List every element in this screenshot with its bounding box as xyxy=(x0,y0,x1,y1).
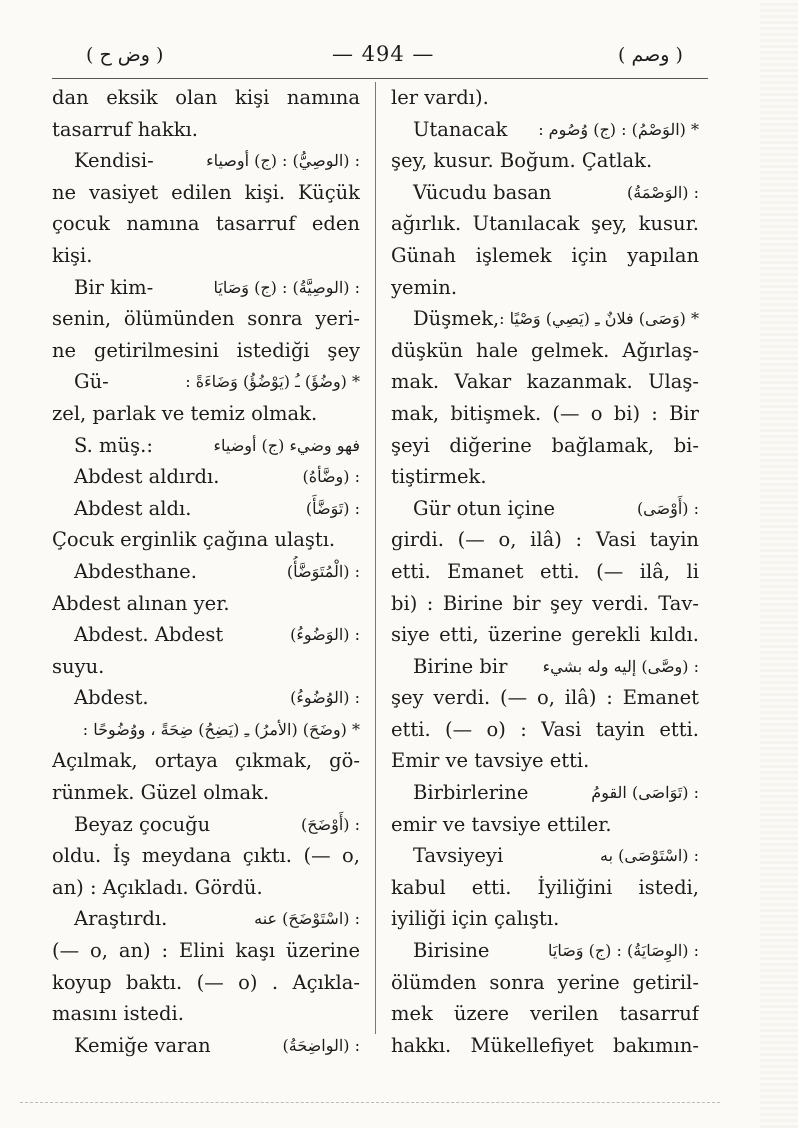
line-text: iyiliği için çalıştı. xyxy=(391,907,560,931)
text-line xyxy=(391,556,699,588)
line-text: Birisine xyxy=(413,939,490,963)
line-text: Gür otun içine xyxy=(413,496,556,520)
header-left-guideword: ( وض ح ) xyxy=(86,44,164,66)
line-text: etti. Emanet etti. (— ilâ, li xyxy=(391,559,699,583)
text-line xyxy=(391,240,699,272)
line-text: Abdest aldı. xyxy=(74,496,192,520)
line-text: koyup baktı. (— o) . Açıkla- xyxy=(52,970,360,994)
text-line xyxy=(52,335,360,367)
line-text: senin, ölümünden sonra yeri- xyxy=(52,307,360,331)
text-line xyxy=(391,1030,699,1062)
line-text: emir ve tavsiye ettiler. xyxy=(391,812,612,836)
arabic-headword: : (اسْتَوْضَحَ) عنه xyxy=(254,909,360,929)
text-line xyxy=(52,556,360,588)
line-text: S. müş.: xyxy=(74,433,153,457)
text-line xyxy=(52,398,360,430)
text-line xyxy=(52,524,360,556)
line-text: Emir ve tavsiye etti. xyxy=(391,749,590,773)
text-line xyxy=(391,840,699,872)
line-text: Gü- xyxy=(74,370,109,394)
line-text: Kemiğe varan xyxy=(74,1033,211,1057)
line-text: dan eksik olan kişi namına xyxy=(52,86,360,109)
line-text: mek üzere verilen tasarruf xyxy=(391,1002,699,1026)
text-line xyxy=(391,619,699,651)
text-line xyxy=(391,114,699,146)
left-column xyxy=(52,82,360,1061)
page-edge-shading xyxy=(760,0,798,1128)
text-line xyxy=(52,935,360,967)
line-text: an) : Açıkladı. Gördü. xyxy=(52,875,263,899)
arabic-headword: * (وَصَى) فلانٌ ـِ (يَصِي) وَصْيًا : xyxy=(499,309,699,329)
column-divider xyxy=(375,82,376,1034)
line-text: Abdest. Abdest xyxy=(74,623,224,647)
arabic-headword: : (الوَصْمَةُ) xyxy=(627,182,699,202)
text-line xyxy=(391,682,699,714)
line-text: düşkün hale gelmek. Ağırlaş- xyxy=(391,338,699,362)
text-line xyxy=(52,967,360,999)
line-text: Düşmek, xyxy=(413,307,500,331)
line-text: Beyaz çocuğu xyxy=(74,812,211,836)
text-line xyxy=(52,840,360,872)
line-text: suyu. xyxy=(52,654,105,678)
text-line xyxy=(391,398,699,430)
line-text: hakkı. Mükellefiyet bakımın- xyxy=(391,1033,699,1057)
line-text: çocuk namına tasarruf eden xyxy=(52,212,360,236)
line-text: Birbirlerine xyxy=(413,781,529,805)
text-line xyxy=(391,588,699,620)
text-line xyxy=(391,461,699,493)
line-text: kabul etti. İyiliğini istedi, xyxy=(391,875,699,899)
arabic-headword: * (الوَصْمُ) : (ج) وُصُوم : xyxy=(538,119,699,139)
arabic-headword: : (الواضِحَةُ) xyxy=(282,1035,360,1055)
text-line xyxy=(52,177,360,209)
line-text: mak. Vakar kazanmak. Ulaş- xyxy=(391,370,699,394)
arabic-headword: : (أَوْضَحَ) xyxy=(300,814,360,834)
header-rule xyxy=(52,78,708,79)
line-text: bi) : Birine bir şey verdi. Tav- xyxy=(391,591,699,615)
arabic-headword: : (الوصِيُّ) : (ج) أوصياء xyxy=(206,151,360,171)
text-line xyxy=(52,1030,360,1062)
text-line xyxy=(391,745,699,777)
line-text: şey, kusur. Boğum. Çatlak. xyxy=(391,149,653,173)
line-text: ne getirilmesini istediği şey xyxy=(52,338,360,362)
text-line xyxy=(391,967,699,999)
text-line xyxy=(52,145,360,177)
text-line xyxy=(391,809,699,841)
text-line xyxy=(391,272,699,304)
line-text: girdi. (— o, ilâ) : Vasi tayin xyxy=(391,528,699,552)
text-line xyxy=(52,240,360,272)
text-line xyxy=(52,430,360,462)
line-text: etti. (— o) : Vasi tayin etti. xyxy=(391,717,699,741)
text-line xyxy=(52,461,360,493)
line-text: mak, bitişmek. (— o bi) : Bir xyxy=(391,401,699,425)
text-line xyxy=(391,651,699,683)
text-line xyxy=(52,493,360,525)
text-line xyxy=(391,998,699,1030)
line-text: kişi. xyxy=(52,243,93,267)
text-line xyxy=(391,714,699,746)
arabic-headword: : (الوُضُوءُ) xyxy=(290,688,360,708)
text-line xyxy=(52,366,360,398)
line-text: şey verdi. (— o, ilâ) : Emanet xyxy=(391,686,699,710)
text-line xyxy=(391,493,699,525)
line-text: Abdest aldırdı. xyxy=(74,465,220,489)
text-line xyxy=(391,872,699,904)
line-text: Birine bir xyxy=(413,654,508,678)
line-text: Açılmak, ortaya çıkmak, gö- xyxy=(52,749,360,773)
line-text: yemin. xyxy=(391,275,458,299)
page-header xyxy=(0,36,798,76)
line-text: siye etti, üzerine gerekli kıldı. xyxy=(391,623,699,647)
text-line xyxy=(52,208,360,240)
line-text: ağırlık. Utanılacak şey, kusur. xyxy=(391,212,699,236)
text-line xyxy=(391,430,699,462)
line-text: zel, parlak ve temiz olmak. xyxy=(52,401,318,425)
text-line xyxy=(391,524,699,556)
text-line xyxy=(52,745,360,777)
line-text: ler vardı). xyxy=(391,86,489,109)
line-text: Abdesthane. xyxy=(74,559,197,583)
line-text: Utanacak xyxy=(413,117,508,141)
line-text: ölümden sonra yerine getiril- xyxy=(391,970,699,994)
text-line xyxy=(52,714,360,746)
arabic-headword: فهو وضيء (ج) أوضياء xyxy=(213,435,360,455)
line-text: Abdest. xyxy=(74,686,149,710)
arabic-headword: : (تَوَاصَى) القومُ xyxy=(591,783,699,803)
arabic-headword: * (وضُؤَ) ـُ (يَوْضُؤُ) وَضَاءَةً : xyxy=(185,372,360,392)
text-line xyxy=(391,82,699,114)
text-line xyxy=(52,872,360,904)
text-line xyxy=(391,303,699,335)
arabic-headword: : (الوِصَايَةُ) : (ج) وَصَايَا xyxy=(547,941,699,961)
line-text: Çocuk erginlik çağına ulaştı. xyxy=(52,528,336,552)
arabic-headword: : (الوصِيَّةُ) : (ج) وَصَايَا xyxy=(213,277,360,297)
text-line xyxy=(391,335,699,367)
text-line xyxy=(52,272,360,304)
line-text: (— o, an) : Elini kaşı üzerine xyxy=(52,939,360,963)
line-text: oldu. İş meydana çıktı. (— o, xyxy=(52,844,360,868)
arabic-headword: : (وضَّأهُ) xyxy=(302,467,360,487)
text-line xyxy=(391,777,699,809)
text-line xyxy=(52,651,360,683)
text-line xyxy=(391,903,699,935)
text-line xyxy=(52,682,360,714)
header-right-guideword: ( وصم ) xyxy=(618,44,683,66)
line-text: tasarruf hakkı. xyxy=(52,117,198,141)
text-line xyxy=(52,809,360,841)
text-line xyxy=(391,208,699,240)
right-column xyxy=(391,82,699,1061)
text-line xyxy=(52,114,360,146)
line-text: Tavsiyeyi xyxy=(413,844,504,868)
line-text: tiştirmek. xyxy=(391,465,487,489)
line-text: Araştırdı. xyxy=(74,907,168,931)
arabic-headword: : (أَوْصَى) xyxy=(636,498,699,518)
text-line xyxy=(52,998,360,1030)
arabic-headword: : (وصَّى) إليه وله بشيء xyxy=(542,656,699,676)
page-number: — 494 — xyxy=(332,42,435,66)
arabic-headword: * (وضَحَ) (الأمرُ) ـِ (يَضِحُ) ضِحَةً ، ووُضُوحًا : xyxy=(82,719,360,739)
text-line xyxy=(52,303,360,335)
text-line xyxy=(391,145,699,177)
line-text: Vücudu basan xyxy=(413,180,552,204)
text-line xyxy=(52,82,360,114)
line-text: şeyi diğerine bağlamak, bi- xyxy=(391,433,699,457)
arabic-headword: : (اسْتَوْصَى) به xyxy=(600,846,699,866)
text-line xyxy=(391,935,699,967)
arabic-headword: : (الوَضُوءُ) xyxy=(290,625,360,645)
arabic-headword: : (تَوَضَّأَ) xyxy=(305,498,360,518)
text-line xyxy=(52,903,360,935)
text-line xyxy=(52,777,360,809)
line-text: masını istedi. xyxy=(52,1002,184,1026)
line-text: Günah işlemek için yapılan xyxy=(391,243,699,267)
line-text: ne vasiyet edilen kişi. Küçük xyxy=(52,180,360,204)
text-line xyxy=(52,588,360,620)
line-text: Kendisi- xyxy=(74,149,154,173)
line-text: Bir kim- xyxy=(74,275,154,299)
bottom-edge xyxy=(20,1102,720,1103)
line-text: Abdest alınan yer. xyxy=(52,591,230,615)
arabic-headword: : (الْمُتَوَضَّأُ) xyxy=(286,561,360,581)
text-line xyxy=(391,366,699,398)
text-line xyxy=(391,177,699,209)
line-text: rünmek. Güzel olmak. xyxy=(52,781,270,805)
text-line xyxy=(52,619,360,651)
